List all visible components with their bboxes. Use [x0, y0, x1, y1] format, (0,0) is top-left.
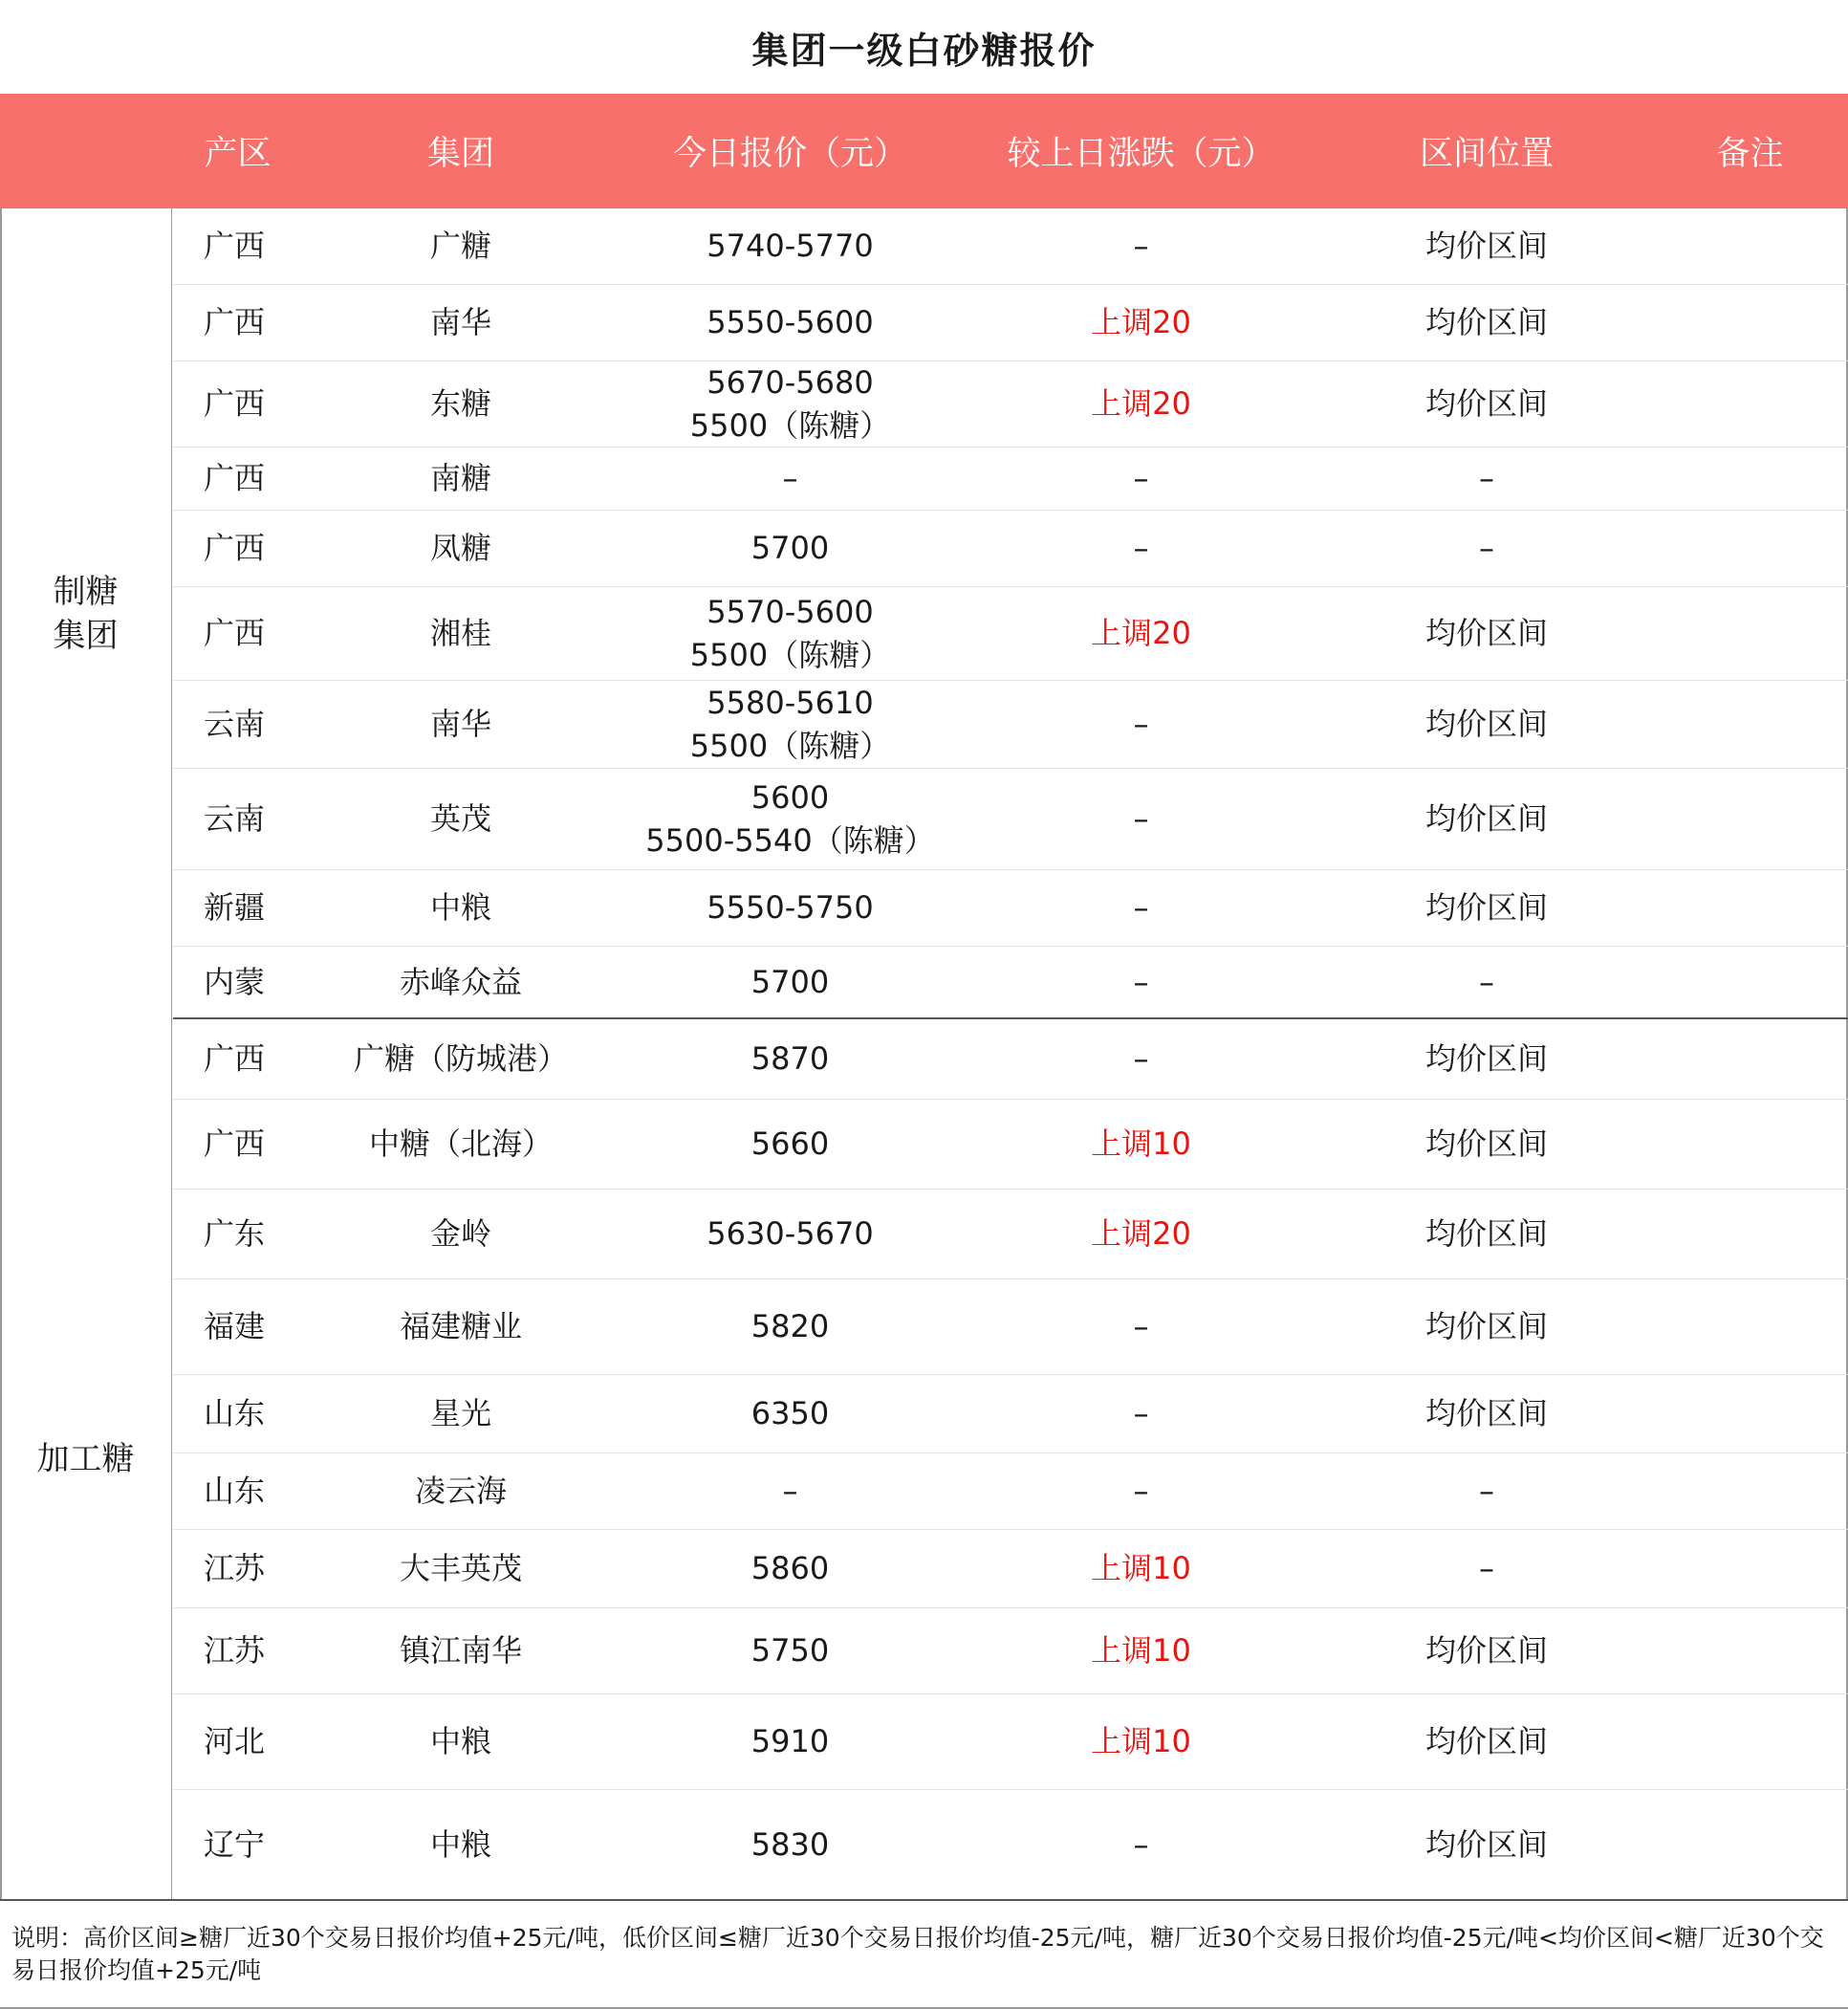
cell-note — [1652, 769, 1848, 869]
price-secondary: 5500（陈糖） — [689, 406, 891, 444]
price-primary: 5660 — [750, 1125, 830, 1162]
price-primary: 5700 — [750, 530, 830, 566]
cell-group: 中粮 — [429, 889, 491, 926]
table-header — [0, 94, 1848, 208]
cell-position: 均价区间 — [1424, 228, 1548, 264]
cell-region: 广西 — [204, 304, 266, 340]
cell-note — [1652, 1279, 1848, 1374]
table-row — [173, 1694, 1848, 1790]
cell-position: 均价区间 — [1424, 800, 1548, 837]
cell-region: 广西 — [204, 1040, 266, 1077]
price-primary: – — [782, 460, 798, 496]
cell-price — [620, 1375, 961, 1452]
cell-region: 山东 — [204, 1473, 266, 1509]
cell-note — [1652, 1608, 1848, 1693]
cell-price — [620, 1190, 961, 1278]
cell-group: 东糖 — [429, 385, 491, 422]
cell-position: – — [1479, 530, 1494, 566]
cell-note — [1652, 285, 1848, 360]
table-row — [173, 947, 1848, 1019]
cell-position: 均价区间 — [1424, 1040, 1548, 1077]
cell-region: 内蒙 — [204, 963, 266, 1000]
cell-group: 湘桂 — [429, 615, 491, 651]
cell-position: – — [1479, 1473, 1494, 1509]
price-primary: 5910 — [750, 1723, 830, 1759]
header-position: 区间位置 — [1419, 135, 1554, 173]
table-row — [173, 1100, 1848, 1190]
table-row — [173, 681, 1848, 769]
cell-group: 凌云海 — [414, 1473, 507, 1509]
cell-position: – — [1479, 460, 1494, 496]
cell-position: 均价区间 — [1424, 1825, 1548, 1863]
price-primary: 5550-5750 — [707, 889, 874, 926]
header-region: 产区 — [204, 135, 272, 173]
cell-position: 均价区间 — [1424, 304, 1548, 340]
price-primary: 5600 — [750, 778, 830, 816]
cell-price — [620, 947, 961, 1017]
cell-change: 上调10 — [1091, 1550, 1191, 1586]
cell-price — [620, 1100, 961, 1189]
price-primary: 5670-5680 — [707, 363, 874, 401]
cell-price — [620, 870, 961, 946]
table-row — [173, 769, 1848, 870]
cell-region: 山东 — [204, 1395, 266, 1431]
cell-change: 上调20 — [1091, 304, 1191, 340]
cell-region: 广东 — [204, 1215, 266, 1252]
cell-change: – — [1133, 963, 1149, 1000]
cell-note — [1652, 1375, 1848, 1452]
table-row — [173, 1279, 1848, 1375]
cell-group: 南华 — [429, 706, 491, 742]
cell-position: – — [1479, 1550, 1494, 1586]
cell-price — [620, 1019, 961, 1099]
cell-change: – — [1133, 889, 1149, 926]
price-secondary: 5500（陈糖） — [689, 636, 891, 673]
price-primary: 5630-5670 — [707, 1215, 874, 1252]
cell-note — [1652, 361, 1848, 447]
cell-region: 江苏 — [204, 1632, 266, 1669]
cell-region: 河北 — [204, 1723, 266, 1759]
cell-group: 广糖（防城港） — [353, 1040, 568, 1077]
cell-change: – — [1133, 1825, 1149, 1863]
cell-group: 福建糖业 — [399, 1308, 522, 1344]
cell-price — [620, 361, 961, 447]
header-spacer — [0, 94, 173, 208]
cell-change: 上调20 — [1091, 615, 1191, 651]
cell-note — [1652, 1453, 1848, 1529]
page-title: 集团一级白砂糖报价 — [751, 29, 1097, 72]
cell-group: 镇江南华 — [399, 1632, 522, 1669]
cell-group: 金岭 — [429, 1215, 491, 1252]
table-row — [173, 1608, 1848, 1694]
price-primary: – — [782, 1473, 798, 1509]
cell-note — [1652, 1100, 1848, 1189]
cell-change: – — [1133, 228, 1149, 264]
table-row — [173, 361, 1848, 448]
cell-position: 均价区间 — [1424, 1125, 1548, 1162]
cell-note — [1652, 1694, 1848, 1789]
cell-price — [620, 448, 961, 510]
cell-price — [620, 1279, 961, 1374]
table-row — [173, 1019, 1848, 1100]
table-row — [173, 1453, 1848, 1530]
cell-price — [620, 511, 961, 586]
cell-region: 江苏 — [204, 1550, 266, 1586]
table-row — [173, 208, 1848, 285]
cell-group: 南糖 — [429, 460, 491, 496]
cell-change: – — [1133, 1040, 1149, 1077]
cell-position: 均价区间 — [1424, 1395, 1548, 1431]
cell-region: 广西 — [204, 385, 266, 422]
cell-position: 均价区间 — [1424, 1723, 1548, 1759]
table-row — [173, 870, 1848, 947]
cell-position: 均价区间 — [1424, 1215, 1548, 1252]
price-primary: 5870 — [750, 1040, 830, 1077]
table-row — [173, 1190, 1848, 1279]
cell-change: – — [1133, 1308, 1149, 1344]
cell-group: 星光 — [429, 1395, 491, 1431]
price-primary: 5580-5610 — [707, 684, 874, 721]
cell-change: 上调20 — [1091, 385, 1191, 422]
cell-region: 广西 — [204, 228, 266, 264]
cell-note — [1652, 448, 1848, 510]
table-row — [173, 1530, 1848, 1608]
cell-price — [620, 769, 961, 869]
cell-price — [620, 208, 961, 284]
price-primary: 5830 — [750, 1825, 830, 1863]
cell-change: 上调20 — [1091, 1215, 1191, 1252]
cell-region: 辽宁 — [204, 1825, 266, 1863]
cell-note — [1652, 1530, 1848, 1607]
cell-group: 中糖（北海） — [368, 1125, 553, 1162]
header-change: 较上日涨跌（元） — [1007, 135, 1275, 173]
table-row — [173, 511, 1848, 587]
price-primary: 5820 — [750, 1308, 830, 1344]
cell-region: 云南 — [204, 706, 266, 742]
price-secondary: 5500-5540（陈糖） — [645, 821, 935, 859]
cell-group: 中粮 — [429, 1723, 491, 1759]
table-row — [173, 285, 1848, 361]
cell-region: 广西 — [204, 615, 266, 651]
cell-price — [620, 1694, 961, 1789]
cell-price — [620, 1530, 961, 1607]
cell-group: 广糖 — [429, 228, 491, 264]
price-primary: 5860 — [750, 1550, 830, 1586]
category-refinery: 制糖 集团 — [0, 208, 172, 1019]
table-row — [173, 1375, 1848, 1453]
cell-note — [1652, 587, 1848, 680]
table-row — [173, 587, 1848, 681]
cell-price — [620, 1453, 961, 1529]
cell-note — [1652, 1019, 1848, 1099]
cell-note — [1652, 1790, 1848, 1899]
price-primary: 5750 — [750, 1632, 830, 1669]
cell-change: – — [1133, 460, 1149, 496]
cell-position: 均价区间 — [1424, 385, 1548, 422]
cell-price — [620, 1608, 961, 1693]
price-primary: 5740-5770 — [707, 228, 874, 264]
cell-region: 新疆 — [204, 889, 266, 926]
cell-change: – — [1133, 706, 1149, 742]
table-row — [173, 1790, 1848, 1899]
cell-position: – — [1479, 963, 1494, 1000]
cell-position: 均价区间 — [1424, 706, 1548, 742]
cell-note — [1652, 511, 1848, 586]
cell-price — [620, 681, 961, 768]
cell-note — [1652, 208, 1848, 284]
cell-position: 均价区间 — [1424, 1632, 1548, 1669]
cell-price — [620, 1790, 961, 1899]
header-group: 集团 — [426, 135, 494, 173]
cell-region: 福建 — [204, 1308, 266, 1344]
price-primary: 6350 — [750, 1395, 830, 1431]
table-row — [173, 448, 1848, 511]
price-secondary: 5500（陈糖） — [689, 727, 891, 764]
cell-region: 广西 — [204, 460, 266, 496]
header-note: 备注 — [1716, 135, 1784, 173]
cell-change: 上调10 — [1091, 1125, 1191, 1162]
cell-group: 英茂 — [429, 800, 491, 837]
cell-price — [620, 285, 961, 360]
cell-group: 南华 — [429, 304, 491, 340]
cell-note — [1652, 681, 1848, 768]
cell-group: 大丰英茂 — [399, 1550, 522, 1586]
category-processing: 加工糖 — [0, 1019, 172, 1899]
header-price: 今日报价（元） — [672, 135, 907, 173]
cell-change: – — [1133, 1395, 1149, 1431]
price-primary: 5550-5600 — [707, 304, 874, 340]
price-primary: 5570-5600 — [707, 593, 874, 630]
cell-position: 均价区间 — [1424, 615, 1548, 651]
cell-group: 凤糖 — [429, 530, 491, 566]
cell-group: 中粮 — [429, 1825, 491, 1863]
cell-position: 均价区间 — [1424, 889, 1548, 926]
price-primary: 5700 — [750, 963, 830, 1000]
cell-change: – — [1133, 530, 1149, 566]
cell-note — [1652, 1190, 1848, 1278]
footnote: 说明：高价区间≥糖厂近30个交易日报价均值+25元/吨，低价区间≤糖厂近30个交易日报价均值-25元/吨，糖厂近30个交易日报价均值-25元/吨<均价区间<糖厂近30个交易日报价均值+25元/吨 — [0, 1899, 1848, 2009]
cell-note — [1652, 947, 1848, 1017]
cell-price — [620, 587, 961, 680]
cell-group: 赤峰众益 — [399, 963, 522, 1000]
cell-change: – — [1133, 800, 1149, 837]
cell-change: 上调10 — [1091, 1632, 1191, 1669]
cell-change: – — [1133, 1473, 1149, 1509]
cell-region: 广西 — [204, 530, 266, 566]
cell-change: 上调10 — [1091, 1723, 1191, 1759]
cell-region: 云南 — [204, 800, 266, 837]
cell-note — [1652, 870, 1848, 946]
cell-region: 广西 — [204, 1125, 266, 1162]
cell-position: 均价区间 — [1424, 1308, 1548, 1344]
